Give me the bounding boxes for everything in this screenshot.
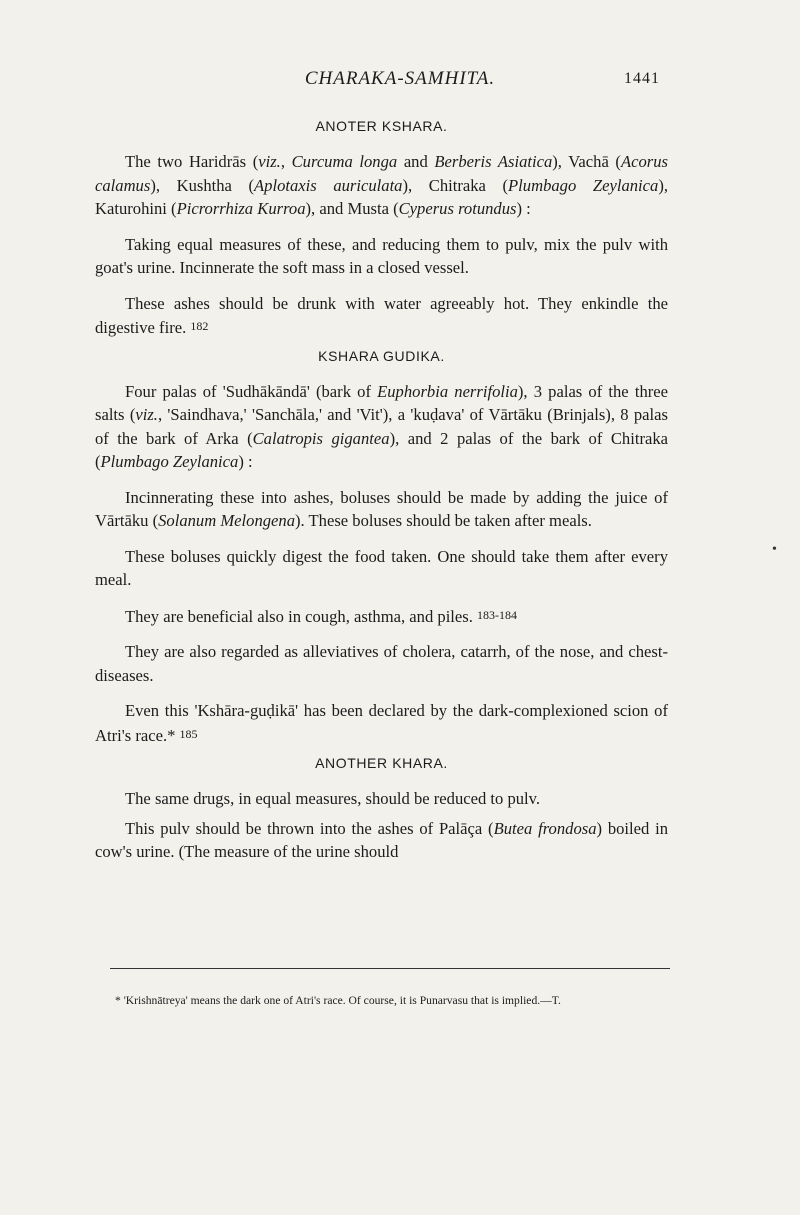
paragraph: These boluses quickly digest the food taken. One should take them after every meal. — [95, 546, 668, 589]
italic-term: Butea frondosa — [493, 818, 597, 838]
paragraph: These ashes should be drunk with water agreeably hot. They enkindle the digestive fire. 182 — [95, 293, 668, 337]
italic-term: viz. — [258, 152, 281, 171]
page-body — [95, 116, 668, 876]
paragraph: Even this 'Kshāra-guḍikā' has been declared by the dark-complexioned scion of Atri's race.* 185 — [95, 701, 668, 745]
italic-term: Curcuma longa — [291, 152, 398, 171]
margin-dot: • — [772, 542, 777, 557]
italic-term: Cyperus rotundus — [398, 199, 517, 218]
verse-reference: 183-184 — [477, 607, 518, 622]
italic-term: Acorus calamus — [95, 152, 668, 195]
paragraph: Four palas of 'Sudhākāndā' (bark of Euphorbia nerrifolia), 3 palas of the three salts (viz., 'Saindhava,' 'Sanchāla,' and 'Vit'), a 'kuḍava' of Vārtāku (Brinjals), 8 palas of the bark of Arka (Calatropis gigantea), and 2 palas of the bark of Chitraka (Plumbago Zeylanica) : — [95, 381, 668, 471]
italic-term: Euphorbia nerrifolia — [377, 381, 518, 401]
paragraph: The two Haridrās (viz., Curcuma longa and Berberis Asiatica), Vachā (Acorus calamus), Kushtha (Aplotaxis auriculata), Chitraka (Plumbago Zeylanica), Katurohini (Picrorrhiza Kurroa), and Musta (Cyperus rotundus) : — [95, 152, 668, 218]
italic-term: Calatropis gigantea — [252, 428, 390, 448]
italic-term: Plumbago Zeylanica — [508, 175, 659, 195]
section-heading: KSHARA GUDIKA. — [318, 347, 445, 364]
page-number: 1441 — [624, 70, 660, 87]
footnote: * 'Krishnātreya' means the dark one of Atri's race. Of course, it is Punarvasu that is implied.—T. — [115, 994, 561, 1007]
paragraph: This pulv should be thrown into the ashes of Palāça (Butea frondosa) boiled in cow's urine. (The measure of the urine should — [95, 818, 669, 861]
running-title: CHARAKA-SAMHITA. — [304, 68, 496, 89]
italic-term: Berberis Asiatica — [434, 152, 553, 171]
italic-term: Plumbago Zeylanica — [100, 452, 239, 471]
italic-term: Solanum Melongena — [158, 511, 295, 530]
footnote-rule — [110, 968, 670, 969]
paragraph: They are also regarded as alleviatives of cholera, catarrh, of the nose, and chest-diseases. — [95, 642, 668, 685]
paragraph: Taking equal measures of these, and reducing them to pulv, mix the pulv with goat's urine. Incinnerate the soft mass in a closed vessel. — [95, 234, 668, 277]
italic-term: Picrorrhiza Kurroa — [176, 199, 306, 218]
paragraph: They are beneficial also in cough, asthma, and piles. 183-184 — [125, 606, 518, 626]
section-heading: ANOTER KSHARA. — [315, 118, 448, 134]
section-heading: ANOTHER KHARA. — [315, 755, 448, 771]
paragraph: Incinnerating these into ashes, boluses should be made by adding the juice of Vārtāku (Solanum Melongena). These boluses should be taken after meals. — [95, 487, 668, 530]
verse-reference: 185 — [179, 726, 198, 741]
italic-term: Aplotaxis auriculata — [254, 175, 403, 195]
paragraph: The same drugs, in equal measures, should be reduced to pulv. — [125, 789, 541, 808]
running-head — [0, 64, 800, 94]
italic-term: viz. — [135, 405, 158, 424]
verse-reference: 182 — [190, 319, 209, 333]
